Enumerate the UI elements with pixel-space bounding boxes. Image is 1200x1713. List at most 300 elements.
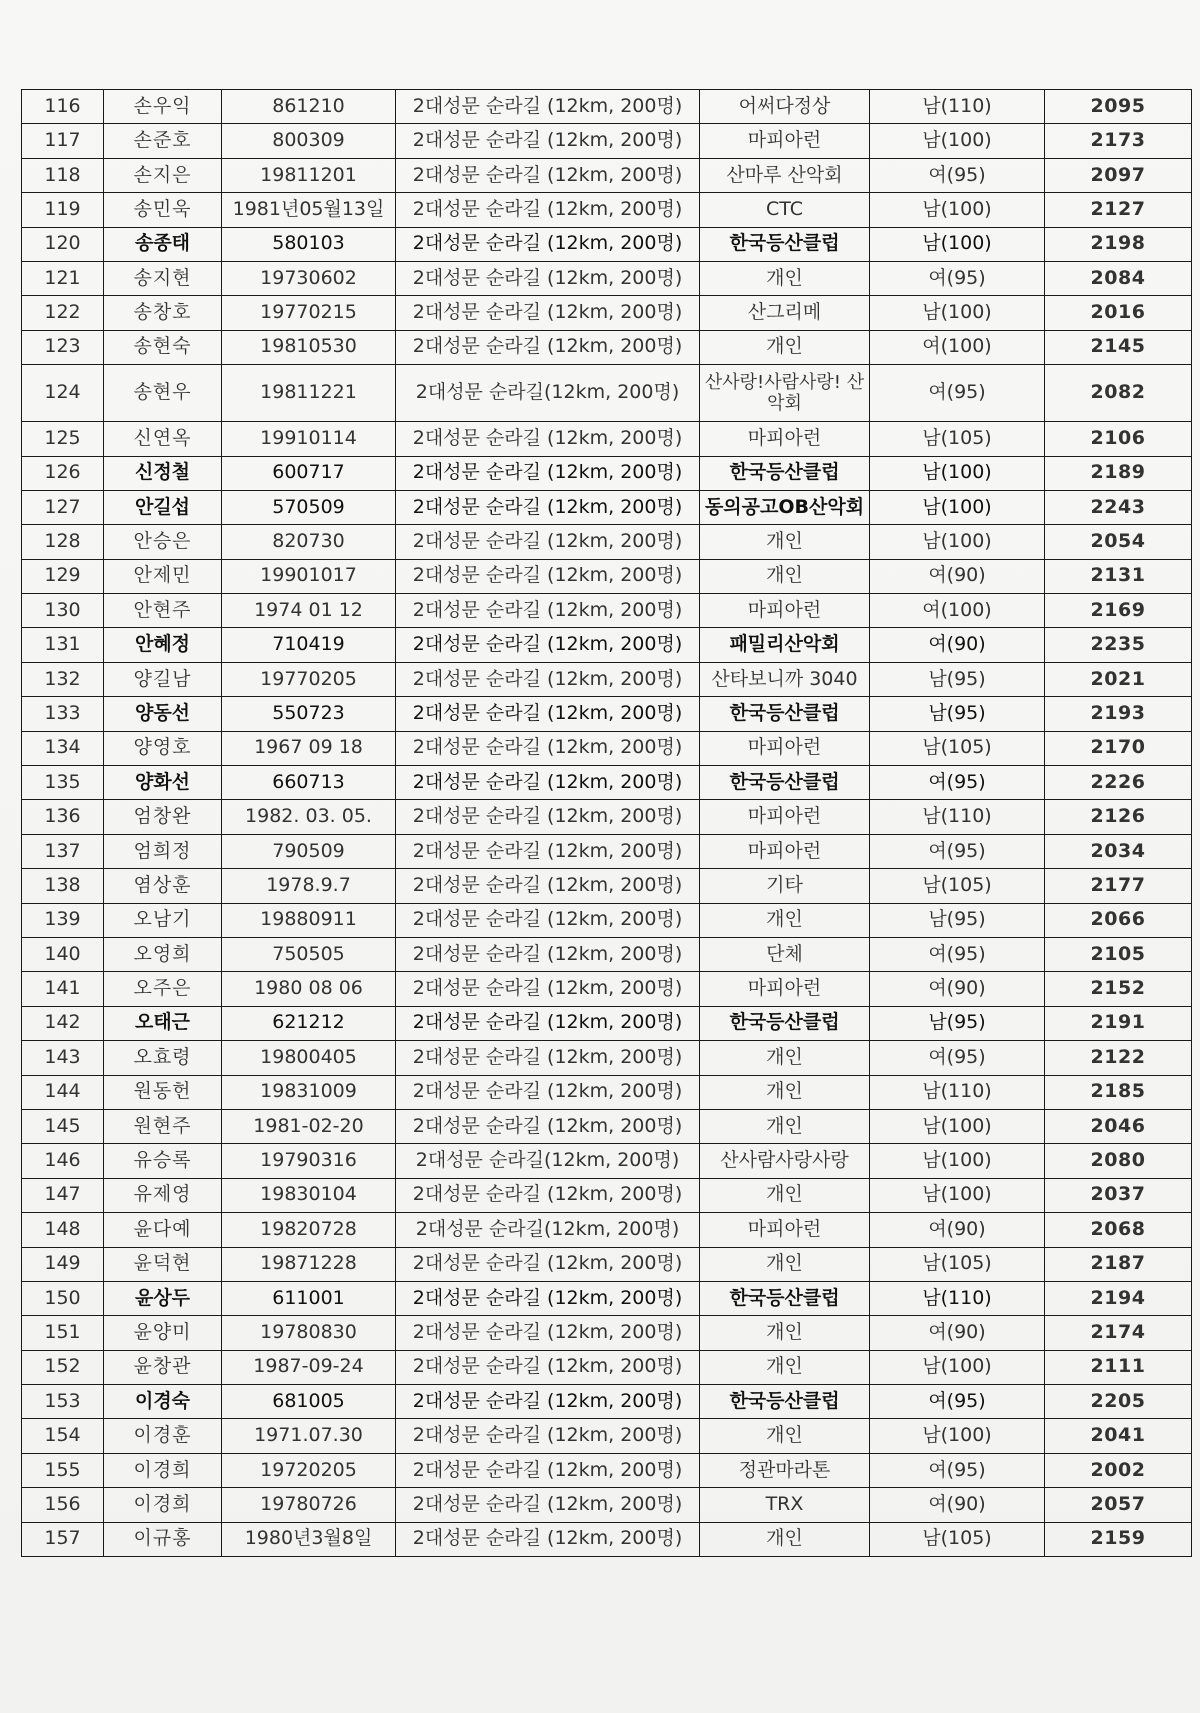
course-cell: 2대성문 순라길 (12km, 200명) — [396, 1247, 700, 1281]
bib-number-cell: 2002 — [1045, 1453, 1192, 1487]
course-cell: 2대성문 순라길 (12km, 200명) — [396, 1488, 700, 1522]
bib-number-cell: 2082 — [1045, 365, 1192, 422]
row-number-cell: 150 — [22, 1281, 104, 1315]
birth-date-cell: 1981년05월13일 — [222, 193, 396, 227]
shirt-size-cell: 남(110) — [870, 800, 1045, 834]
table-row — [22, 227, 1192, 261]
course-cell: 2대성문 순라길 (12km, 200명) — [396, 697, 700, 731]
course-cell: 2대성문 순라길 (12km, 200명) — [396, 1281, 700, 1315]
birth-date-cell: 790509 — [222, 834, 396, 868]
shirt-size-cell: 남(95) — [870, 1006, 1045, 1040]
course-cell: 2대성문 순라길 (12km, 200명) — [396, 628, 700, 662]
bib-number-cell: 2057 — [1045, 1488, 1192, 1522]
course-cell: 2대성문 순라길 (12km, 200명) — [396, 1041, 700, 1075]
birth-date-cell: 19831009 — [222, 1075, 396, 1109]
row-number-cell: 147 — [22, 1178, 104, 1212]
bib-number-cell: 2193 — [1045, 697, 1192, 731]
birth-date-cell: 19880911 — [222, 903, 396, 937]
row-number-cell: 152 — [22, 1350, 104, 1384]
birth-date-cell: 800309 — [222, 124, 396, 158]
birth-date-cell: 19780830 — [222, 1316, 396, 1350]
table-row — [22, 1247, 1192, 1281]
row-number-cell: 157 — [22, 1522, 104, 1556]
birth-date-cell: 19871228 — [222, 1247, 396, 1281]
course-cell: 2대성문 순라길 (12km, 200명) — [396, 1419, 700, 1453]
bib-number-cell: 2170 — [1045, 731, 1192, 765]
shirt-size-cell: 남(100) — [870, 296, 1045, 330]
row-number-cell: 135 — [22, 766, 104, 800]
row-number-cell: 127 — [22, 490, 104, 524]
table-row — [22, 1281, 1192, 1315]
club-cell: 산타보니까 3040 — [700, 662, 870, 696]
shirt-size-cell: 여(90) — [870, 1488, 1045, 1522]
table-row — [22, 1144, 1192, 1178]
row-number-cell: 128 — [22, 525, 104, 559]
row-number-cell: 139 — [22, 903, 104, 937]
club-cell: 한국등산클럽 — [700, 227, 870, 261]
participant-name-cell: 양길남 — [104, 662, 222, 696]
bib-number-cell: 2080 — [1045, 1144, 1192, 1178]
participant-name-cell: 윤상두 — [104, 1281, 222, 1315]
birth-date-cell: 19811201 — [222, 158, 396, 192]
bib-number-cell: 2097 — [1045, 158, 1192, 192]
participant-name-cell: 윤덕현 — [104, 1247, 222, 1281]
birth-date-cell: 19820728 — [222, 1213, 396, 1247]
bib-number-cell: 2127 — [1045, 193, 1192, 227]
table-row — [22, 937, 1192, 971]
shirt-size-cell: 여(95) — [870, 1453, 1045, 1487]
course-cell: 2대성문 순라길 (12km, 200명) — [396, 559, 700, 593]
table-row — [22, 1385, 1192, 1419]
row-number-cell: 132 — [22, 662, 104, 696]
participant-table — [21, 89, 1192, 1557]
club-cell: CTC — [700, 193, 870, 227]
shirt-size-cell: 여(90) — [870, 1213, 1045, 1247]
club-cell: 산그리메 — [700, 296, 870, 330]
shirt-size-cell: 남(95) — [870, 662, 1045, 696]
shirt-size-cell: 여(95) — [870, 1385, 1045, 1419]
participant-name-cell: 원동헌 — [104, 1075, 222, 1109]
birth-date-cell: 19910114 — [222, 422, 396, 456]
club-cell: 마피아런 — [700, 731, 870, 765]
participant-name-cell: 안길섭 — [104, 490, 222, 524]
club-cell: 한국등산클럽 — [700, 697, 870, 731]
birth-date-cell: 660713 — [222, 766, 396, 800]
club-cell: 어써다정상 — [700, 90, 870, 124]
course-cell: 2대성문 순라길 (12km, 200명) — [396, 1453, 700, 1487]
shirt-size-cell: 남(100) — [870, 490, 1045, 524]
birth-date-cell: 1980 08 06 — [222, 972, 396, 1006]
birth-date-cell: 1987-09-24 — [222, 1350, 396, 1384]
club-cell: 개인 — [700, 1350, 870, 1384]
row-number-cell: 151 — [22, 1316, 104, 1350]
table-row — [22, 1006, 1192, 1040]
row-number-cell: 125 — [22, 422, 104, 456]
birth-date-cell: 1981-02-20 — [222, 1109, 396, 1143]
participant-name-cell: 안현주 — [104, 594, 222, 628]
birth-date-cell: 19720205 — [222, 1453, 396, 1487]
table-row — [22, 1075, 1192, 1109]
participant-name-cell: 안승은 — [104, 525, 222, 559]
club-cell: 마피아런 — [700, 124, 870, 158]
birth-date-cell: 19811221 — [222, 365, 396, 422]
club-cell: 정관마라톤 — [700, 1453, 870, 1487]
course-cell: 2대성문 순라길 (12km, 200명) — [396, 261, 700, 295]
participant-name-cell: 안제민 — [104, 559, 222, 593]
participant-name-cell: 유승록 — [104, 1144, 222, 1178]
shirt-size-cell: 남(100) — [870, 525, 1045, 559]
club-cell: 한국등산클럽 — [700, 766, 870, 800]
bib-number-cell: 2021 — [1045, 662, 1192, 696]
row-number-cell: 144 — [22, 1075, 104, 1109]
course-cell: 2대성문 순라길 (12km, 200명) — [396, 1178, 700, 1212]
table-row — [22, 731, 1192, 765]
bib-number-cell: 2046 — [1045, 1109, 1192, 1143]
table-row — [22, 1522, 1192, 1556]
row-number-cell: 149 — [22, 1247, 104, 1281]
participant-name-cell: 오영희 — [104, 937, 222, 971]
shirt-size-cell: 남(110) — [870, 1281, 1045, 1315]
shirt-size-cell: 여(95) — [870, 1041, 1045, 1075]
participant-name-cell: 송창호 — [104, 296, 222, 330]
bib-number-cell: 2068 — [1045, 1213, 1192, 1247]
course-cell: 2대성문 순라길 (12km, 200명) — [396, 90, 700, 124]
row-number-cell: 153 — [22, 1385, 104, 1419]
club-cell: 개인 — [700, 559, 870, 593]
course-cell: 2대성문 순라길 (12km, 200명) — [396, 456, 700, 490]
birth-date-cell: 19800405 — [222, 1041, 396, 1075]
participant-name-cell: 유제영 — [104, 1178, 222, 1212]
shirt-size-cell: 여(90) — [870, 972, 1045, 1006]
participant-name-cell: 원현주 — [104, 1109, 222, 1143]
shirt-size-cell: 남(100) — [870, 124, 1045, 158]
shirt-size-cell: 남(110) — [870, 90, 1045, 124]
club-cell: 개인 — [700, 1522, 870, 1556]
birth-date-cell: 19780726 — [222, 1488, 396, 1522]
bib-number-cell: 2084 — [1045, 261, 1192, 295]
participant-name-cell: 이경숙 — [104, 1385, 222, 1419]
participant-name-cell: 송현숙 — [104, 330, 222, 364]
participant-name-cell: 윤다예 — [104, 1213, 222, 1247]
bib-number-cell: 2122 — [1045, 1041, 1192, 1075]
shirt-size-cell: 남(100) — [870, 1109, 1045, 1143]
course-cell: 2대성문 순라길 (12km, 200명) — [396, 193, 700, 227]
course-cell: 2대성문 순라길 (12km, 200명) — [396, 1109, 700, 1143]
course-cell: 2대성문 순라길(12km, 200명) — [396, 1213, 700, 1247]
bib-number-cell: 2145 — [1045, 330, 1192, 364]
participant-table-body — [22, 90, 1192, 1557]
bib-number-cell: 2016 — [1045, 296, 1192, 330]
shirt-size-cell: 남(100) — [870, 227, 1045, 261]
club-cell: 개인 — [700, 1109, 870, 1143]
course-cell: 2대성문 순라길 (12km, 200명) — [396, 1350, 700, 1384]
row-number-cell: 143 — [22, 1041, 104, 1075]
row-number-cell: 140 — [22, 937, 104, 971]
bib-number-cell: 2131 — [1045, 559, 1192, 593]
table-row — [22, 697, 1192, 731]
row-number-cell: 129 — [22, 559, 104, 593]
shirt-size-cell: 여(95) — [870, 261, 1045, 295]
bib-number-cell: 2189 — [1045, 456, 1192, 490]
course-cell: 2대성문 순라길 (12km, 200명) — [396, 972, 700, 1006]
bib-number-cell: 2066 — [1045, 903, 1192, 937]
participant-name-cell: 송지현 — [104, 261, 222, 295]
birth-date-cell: 550723 — [222, 697, 396, 731]
table-row — [22, 490, 1192, 524]
course-cell: 2대성문 순라길 (12km, 200명) — [396, 124, 700, 158]
table-row — [22, 559, 1192, 593]
shirt-size-cell: 여(95) — [870, 937, 1045, 971]
birth-date-cell: 820730 — [222, 525, 396, 559]
table-row — [22, 296, 1192, 330]
bib-number-cell: 2034 — [1045, 834, 1192, 868]
table-row — [22, 330, 1192, 364]
birth-date-cell: 1971.07.30 — [222, 1419, 396, 1453]
table-row — [22, 1453, 1192, 1487]
row-number-cell: 123 — [22, 330, 104, 364]
shirt-size-cell: 남(100) — [870, 1178, 1045, 1212]
participant-name-cell: 이규홍 — [104, 1522, 222, 1556]
birth-date-cell: 19901017 — [222, 559, 396, 593]
course-cell: 2대성문 순라길 (12km, 200명) — [396, 731, 700, 765]
course-cell: 2대성문 순라길 (12km, 200명) — [396, 869, 700, 903]
bib-number-cell: 2185 — [1045, 1075, 1192, 1109]
row-number-cell: 145 — [22, 1109, 104, 1143]
row-number-cell: 124 — [22, 365, 104, 422]
table-row — [22, 124, 1192, 158]
club-cell: 단체 — [700, 937, 870, 971]
birth-date-cell: 1978.9.7 — [222, 869, 396, 903]
course-cell: 2대성문 순라길 (12km, 200명) — [396, 422, 700, 456]
bib-number-cell: 2198 — [1045, 227, 1192, 261]
row-number-cell: 142 — [22, 1006, 104, 1040]
club-cell: 개인 — [700, 525, 870, 559]
shirt-size-cell: 남(105) — [870, 731, 1045, 765]
table-row — [22, 628, 1192, 662]
bib-number-cell: 2111 — [1045, 1350, 1192, 1384]
participant-name-cell: 송종태 — [104, 227, 222, 261]
course-cell: 2대성문 순라길 (12km, 200명) — [396, 158, 700, 192]
club-cell: 개인 — [700, 1178, 870, 1212]
row-number-cell: 136 — [22, 800, 104, 834]
course-cell: 2대성문 순라길 (12km, 200명) — [396, 937, 700, 971]
bib-number-cell: 2095 — [1045, 90, 1192, 124]
row-number-cell: 118 — [22, 158, 104, 192]
bib-number-cell: 2191 — [1045, 1006, 1192, 1040]
participant-name-cell: 오남기 — [104, 903, 222, 937]
birth-date-cell: 600717 — [222, 456, 396, 490]
table-row — [22, 1109, 1192, 1143]
participant-name-cell: 엄창완 — [104, 800, 222, 834]
shirt-size-cell: 남(105) — [870, 422, 1045, 456]
club-cell: 산사람사랑사랑 — [700, 1144, 870, 1178]
course-cell: 2대성문 순라길 (12km, 200명) — [396, 594, 700, 628]
bib-number-cell: 2243 — [1045, 490, 1192, 524]
birth-date-cell: 19770215 — [222, 296, 396, 330]
participant-name-cell: 이경훈 — [104, 1419, 222, 1453]
shirt-size-cell: 여(95) — [870, 834, 1045, 868]
club-cell: 개인 — [700, 1041, 870, 1075]
club-cell: 마피아런 — [700, 594, 870, 628]
participant-name-cell: 신정철 — [104, 456, 222, 490]
bib-number-cell: 2235 — [1045, 628, 1192, 662]
participant-name-cell: 오주은 — [104, 972, 222, 1006]
birth-date-cell: 750505 — [222, 937, 396, 971]
birth-date-cell: 861210 — [222, 90, 396, 124]
birth-date-cell: 1967 09 18 — [222, 731, 396, 765]
course-cell: 2대성문 순라길 (12km, 200명) — [396, 1006, 700, 1040]
participant-name-cell: 안혜정 — [104, 628, 222, 662]
participant-name-cell: 염상훈 — [104, 869, 222, 903]
club-cell: 산마루 산악회 — [700, 158, 870, 192]
birth-date-cell: 19810530 — [222, 330, 396, 364]
row-number-cell: 119 — [22, 193, 104, 227]
club-cell: TRX — [700, 1488, 870, 1522]
participant-name-cell: 손우익 — [104, 90, 222, 124]
course-cell: 2대성문 순라길(12km, 200명) — [396, 365, 700, 422]
birth-date-cell: 19730602 — [222, 261, 396, 295]
course-cell: 2대성문 순라길 (12km, 200명) — [396, 227, 700, 261]
row-number-cell: 133 — [22, 697, 104, 731]
participant-name-cell: 신연옥 — [104, 422, 222, 456]
shirt-size-cell: 남(100) — [870, 193, 1045, 227]
table-row — [22, 972, 1192, 1006]
shirt-size-cell: 여(90) — [870, 1316, 1045, 1350]
row-number-cell: 137 — [22, 834, 104, 868]
course-cell: 2대성문 순라길 (12km, 200명) — [396, 1075, 700, 1109]
shirt-size-cell: 남(100) — [870, 1350, 1045, 1384]
table-row — [22, 1316, 1192, 1350]
bib-number-cell: 2054 — [1045, 525, 1192, 559]
club-cell: 동의공고OB산악회 — [700, 490, 870, 524]
birth-date-cell: 19790316 — [222, 1144, 396, 1178]
shirt-size-cell: 여(95) — [870, 158, 1045, 192]
course-cell: 2대성문 순라길 (12km, 200명) — [396, 1385, 700, 1419]
birth-date-cell: 1980년3월8일 — [222, 1522, 396, 1556]
table-row — [22, 1419, 1192, 1453]
bib-number-cell: 2159 — [1045, 1522, 1192, 1556]
participant-name-cell: 양화선 — [104, 766, 222, 800]
table-row — [22, 834, 1192, 868]
shirt-size-cell: 남(105) — [870, 1522, 1045, 1556]
shirt-size-cell: 여(90) — [870, 628, 1045, 662]
row-number-cell: 122 — [22, 296, 104, 330]
bib-number-cell: 2041 — [1045, 1419, 1192, 1453]
shirt-size-cell: 남(105) — [870, 869, 1045, 903]
row-number-cell: 116 — [22, 90, 104, 124]
course-cell: 2대성문 순라길 (12km, 200명) — [396, 1316, 700, 1350]
course-cell: 2대성문 순라길 (12km, 200명) — [396, 296, 700, 330]
participant-name-cell: 이경희 — [104, 1453, 222, 1487]
row-number-cell: 117 — [22, 124, 104, 158]
bib-number-cell: 2106 — [1045, 422, 1192, 456]
row-number-cell: 131 — [22, 628, 104, 662]
table-row — [22, 1488, 1192, 1522]
participant-name-cell: 윤창관 — [104, 1350, 222, 1384]
bib-number-cell: 2105 — [1045, 937, 1192, 971]
row-number-cell: 134 — [22, 731, 104, 765]
course-cell: 2대성문 순라길 (12km, 200명) — [396, 903, 700, 937]
bib-number-cell: 2037 — [1045, 1178, 1192, 1212]
bib-number-cell: 2226 — [1045, 766, 1192, 800]
shirt-size-cell: 남(105) — [870, 1247, 1045, 1281]
bib-number-cell: 2126 — [1045, 800, 1192, 834]
club-cell: 한국등산클럽 — [700, 1281, 870, 1315]
table-row — [22, 158, 1192, 192]
club-cell: 개인 — [700, 261, 870, 295]
club-cell: 한국등산클럽 — [700, 1006, 870, 1040]
table-row — [22, 1178, 1192, 1212]
bib-number-cell: 2177 — [1045, 869, 1192, 903]
birth-date-cell: 611001 — [222, 1281, 396, 1315]
table-row — [22, 261, 1192, 295]
row-number-cell: 154 — [22, 1419, 104, 1453]
table-row — [22, 1350, 1192, 1384]
birth-date-cell: 1974 01 12 — [222, 594, 396, 628]
shirt-size-cell: 남(95) — [870, 903, 1045, 937]
participant-name-cell: 송현우 — [104, 365, 222, 422]
shirt-size-cell: 여(95) — [870, 365, 1045, 422]
row-number-cell: 146 — [22, 1144, 104, 1178]
table-row — [22, 1041, 1192, 1075]
shirt-size-cell: 여(100) — [870, 330, 1045, 364]
birth-date-cell: 1982. 03. 05. — [222, 800, 396, 834]
table-row — [22, 456, 1192, 490]
shirt-size-cell: 남(110) — [870, 1075, 1045, 1109]
club-cell: 한국등산클럽 — [700, 456, 870, 490]
table-row — [22, 662, 1192, 696]
club-cell: 마피아런 — [700, 972, 870, 1006]
shirt-size-cell: 남(100) — [870, 1144, 1045, 1178]
participant-name-cell: 이경희 — [104, 1488, 222, 1522]
table-row — [22, 525, 1192, 559]
course-cell: 2대성문 순라길 (12km, 200명) — [396, 525, 700, 559]
shirt-size-cell: 여(90) — [870, 559, 1045, 593]
bib-number-cell: 2169 — [1045, 594, 1192, 628]
participant-name-cell: 양영호 — [104, 731, 222, 765]
shirt-size-cell: 남(100) — [870, 456, 1045, 490]
table-row — [22, 1213, 1192, 1247]
course-cell: 2대성문 순라길 (12km, 200명) — [396, 330, 700, 364]
club-cell: 마피아런 — [700, 800, 870, 834]
row-number-cell: 126 — [22, 456, 104, 490]
club-cell: 개인 — [700, 1247, 870, 1281]
participant-name-cell: 오태근 — [104, 1006, 222, 1040]
club-cell: 패밀리산악회 — [700, 628, 870, 662]
row-number-cell: 120 — [22, 227, 104, 261]
table-row — [22, 193, 1192, 227]
club-cell: 개인 — [700, 903, 870, 937]
row-number-cell: 138 — [22, 869, 104, 903]
table-row — [22, 90, 1192, 124]
participant-name-cell: 손준호 — [104, 124, 222, 158]
birth-date-cell: 710419 — [222, 628, 396, 662]
table-row — [22, 422, 1192, 456]
birth-date-cell: 681005 — [222, 1385, 396, 1419]
club-cell: 개인 — [700, 1075, 870, 1109]
club-cell: 기타 — [700, 869, 870, 903]
participant-name-cell: 송민욱 — [104, 193, 222, 227]
bib-number-cell: 2173 — [1045, 124, 1192, 158]
club-cell — [700, 365, 870, 422]
row-number-cell: 130 — [22, 594, 104, 628]
club-cell: 개인 — [700, 1419, 870, 1453]
bib-number-cell: 2194 — [1045, 1281, 1192, 1315]
bib-number-cell: 2187 — [1045, 1247, 1192, 1281]
course-cell: 2대성문 순라길 (12km, 200명) — [396, 834, 700, 868]
row-number-cell: 155 — [22, 1453, 104, 1487]
participant-name-cell: 손지은 — [104, 158, 222, 192]
